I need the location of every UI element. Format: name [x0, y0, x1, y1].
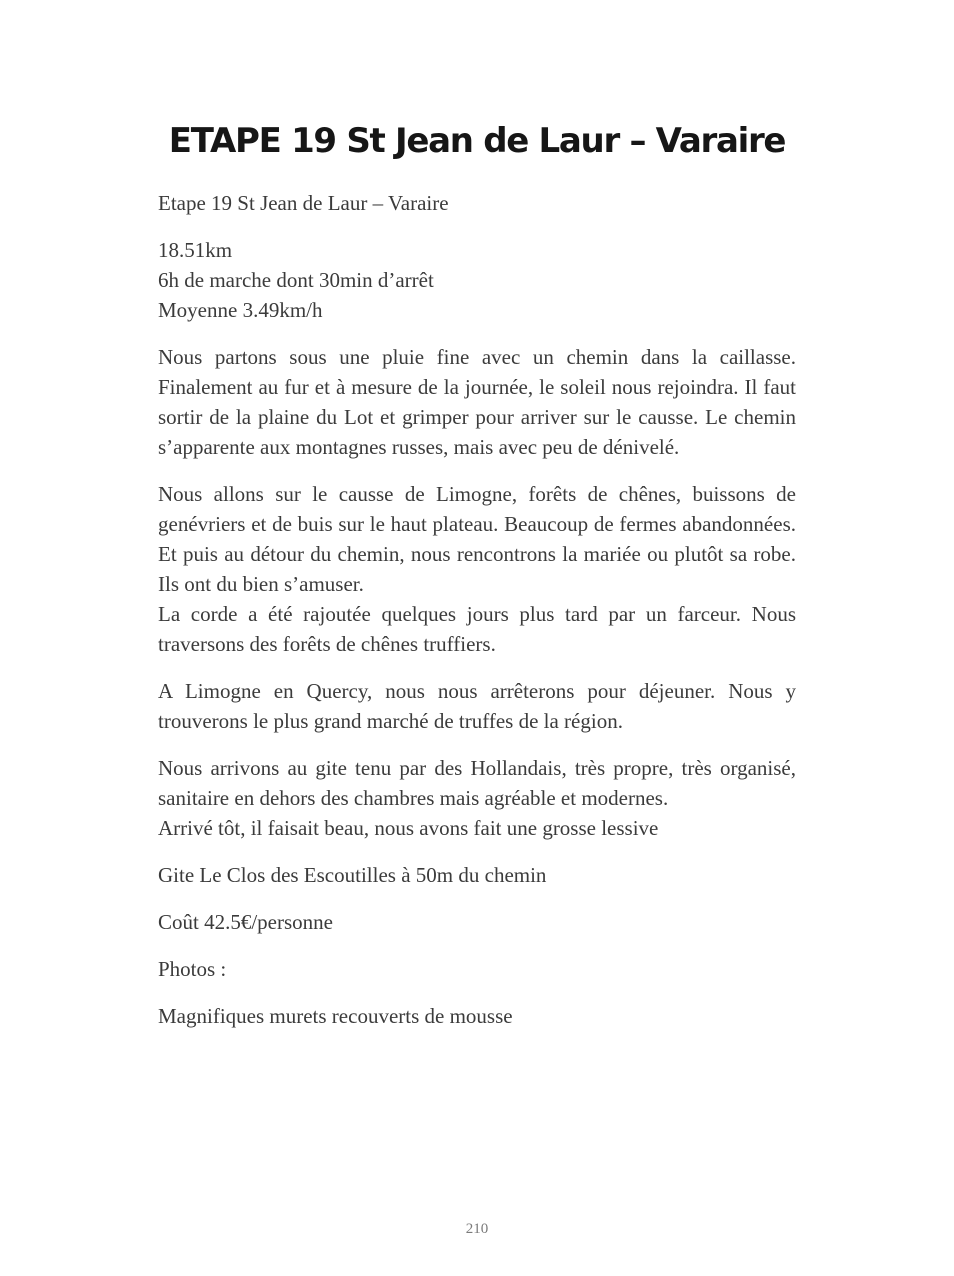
paragraph-limogne: A Limogne en Quercy, nous nous arrêterons pour déjeuner. Nous y trouverons le plus grand marché de truffes de la région.: [158, 679, 796, 733]
paragraph-gite-part2: Arrivé tôt, il faisait beau, nous avons fait une grosse lessive: [158, 816, 659, 840]
article-body: [158, 188, 796, 1048]
paragraph-gite-part1: Nous arrivons au gite tenu par des Hollandais, très propre, très organisé, sanitaire en dehors des chambres mais agréable et modernes.: [158, 756, 796, 810]
photo-caption: Magnifiques murets recouverts de mousse: [158, 1004, 513, 1028]
paragraph-causse-part2: La corde a été rajoutée quelques jours plus tard par un farceur. Nous traversons des forêts de chênes truffiers.: [158, 602, 796, 656]
stat-distance: 18.51km: [158, 238, 233, 262]
stats-paragraph: [158, 235, 796, 325]
stat-duration: 6h de marche dont 30min d’arrêt: [158, 268, 434, 292]
paragraph-causse: [158, 479, 796, 659]
gite-name: Gite Le Clos des Escoutilles à 50m du chemin: [158, 863, 547, 887]
photos-label: Photos :: [158, 957, 227, 981]
cost-text: Coût 42.5€/personne: [158, 910, 333, 934]
paragraph-weather: Nous partons sous une pluie fine avec un chemin dans la caillasse. Finalement au fur et à mesure de la journée, le soleil nous rejoindra. Il faut sortir de la plaine du Lot et grimper pour arriver sur le causse. Le chemin s’apparente aux montagnes russes, mais avec peu de dénivelé.: [158, 345, 796, 459]
page-title: ETAPE 19 St Jean de Laur – Varaire: [168, 121, 786, 161]
paragraph-gite: [158, 753, 796, 843]
paragraph-causse-part1: Nous allons sur le causse de Limogne, forêts de chênes, buissons de genévriers et de buis sur le haut plateau. Beaucoup de fermes abandonnées. Et puis au détour du chemin, nous rencontrons la mariée ou plutôt sa robe. Ils ont du bien s’amuser.: [158, 482, 796, 596]
page-number: 210: [465, 1221, 489, 1237]
subtitle-paragraph: Etape 19 St Jean de Laur – Varaire: [158, 191, 449, 215]
stat-average: Moyenne 3.49km/h: [158, 298, 323, 322]
